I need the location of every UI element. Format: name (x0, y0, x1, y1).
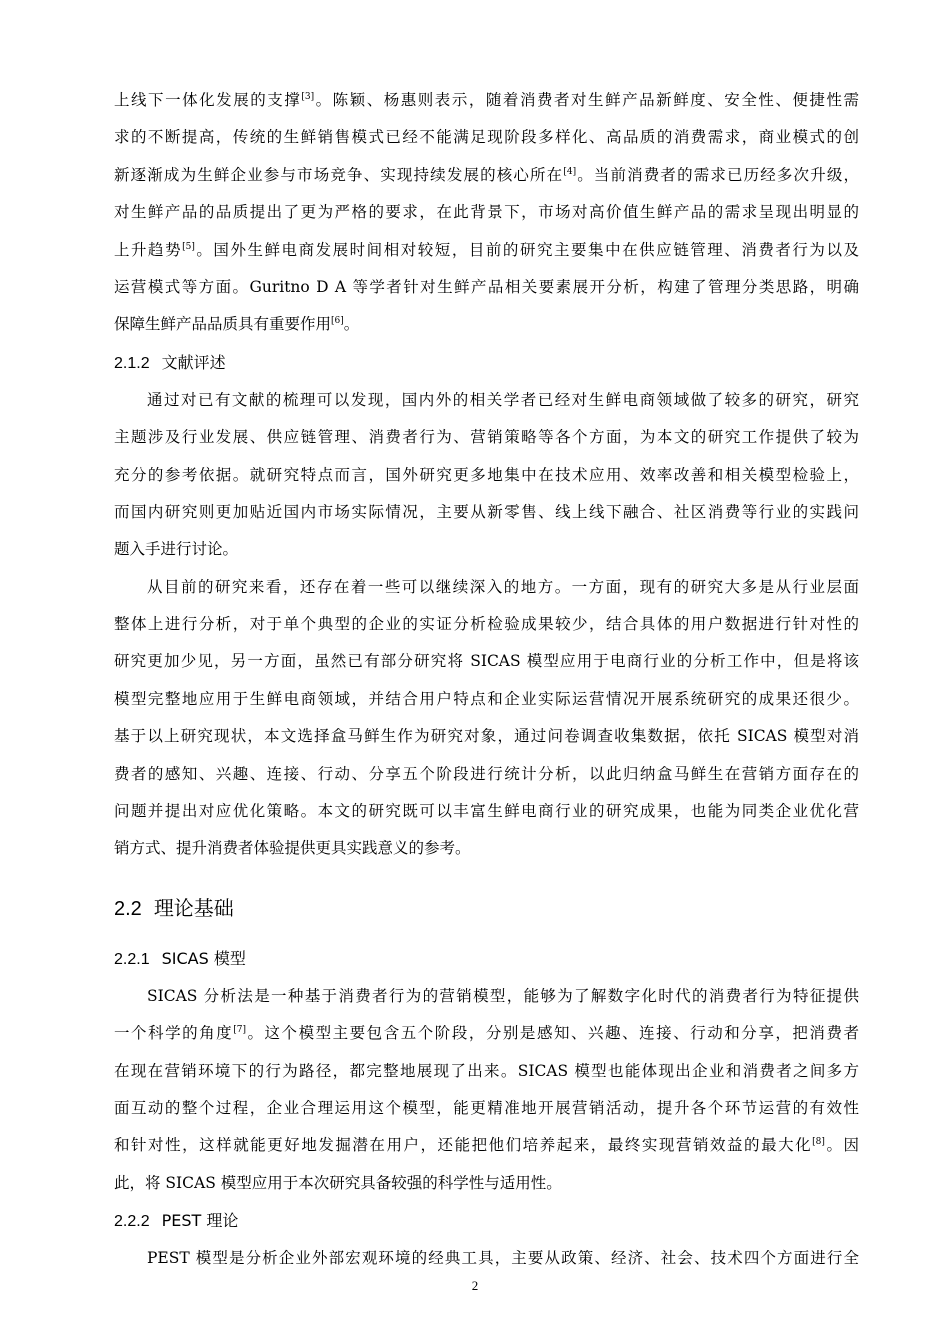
text-line: 问题并提出对应优化策略。本文的研究既可以丰富生鲜电商行业的研究成果，也能为同类企业优化营 (114, 802, 859, 821)
text-run: 一个科学的角度 (114, 1024, 234, 1043)
section-title: 文献评述 (161, 352, 226, 372)
paragraph-literature-review-1 (114, 382, 859, 569)
text-line: 费者的感知、兴趣、连接、行动、分享五个阶段进行统计分析，以此归纳盒马鲜生在营销方面存在的 (114, 764, 859, 783)
text-run: 和针对性，这样就能更好地发掘潜在用户，还能把他们培养起来，最终实现营销效益的最大化 (114, 1136, 813, 1155)
text-line (114, 1127, 859, 1164)
text-line: SICAS 分析法是一种基于消费者行为的营销模型，能够为了解数字化时代的消费者行为特征提供 (147, 986, 859, 1005)
text-line (114, 157, 859, 194)
text-line: 题入手进行讨论。 (114, 540, 239, 559)
section-title: PEST 理论 (161, 1211, 239, 1231)
paragraph-intro-continued (114, 82, 859, 344)
text-line (114, 306, 859, 343)
section-heading-2-2 (114, 888, 859, 928)
text-run: 。这个模型主要包含五个阶段，分别是感知、兴趣、连接、行动和分享，把消费者 (245, 1024, 859, 1043)
section-heading-2-2-1 (114, 940, 859, 978)
citation-ref: [4] (563, 166, 577, 177)
text-line: 基于以上研究现状，本文选择盒马鲜生作为研究对象，通过问卷调查收集数据，依托 SICAS 模型对消 (114, 727, 859, 746)
text-line: 充分的参考依据。就研究特点而言，国外研究更多地集中在技术应用、效率改善和相关模型检验上， (114, 465, 859, 484)
text-line: 通过对已有文献的梳理可以发现，国内外的相关学者已经对生鲜电商领域做了较多的研究，研究 (147, 390, 859, 409)
text-line: 从目前的研究来看，还存在着一些可以继续深入的地方。一方面，现有的研究大多是从行业层面 (147, 577, 859, 596)
text-line: 研究更加少见，另一方面，虽然已有部分研究将 SICAS 模型应用于电商行业的分析工作中，但是将该 (114, 652, 859, 671)
text-line: 运营模式等方面。Guritno D A 等学者针对生鲜产品相关要素展开分析，构建了管理分类思路，明确 (114, 277, 859, 296)
text-run: 。当前消费者的需求已历经多次升级， (576, 165, 859, 184)
text-line (114, 82, 859, 119)
text-run: 。 (343, 315, 360, 334)
citation-ref: [5] (182, 241, 195, 252)
citation-ref: [8] (812, 1137, 825, 1148)
page-body (114, 82, 859, 1278)
citation-ref: [7] (233, 1025, 246, 1036)
text-line: 销方式、提升消费者体验提供更具实践意义的参考。 (114, 839, 471, 858)
text-line: 求的不断提高，传统的生鲜销售模式已经不能满足现阶段多样化、高品质的消费需求，商业模式的创 (114, 128, 859, 147)
text-line: PEST 模型是分析企业外部宏观环境的经典工具，主要从政策、经济、社会、技术四个方面进行全 (147, 1249, 859, 1268)
text-run: 上线下一体化发展的支撑 (114, 91, 302, 109)
text-line: 在现在营销环境下的行为路径，都完整地展现了出来。SICAS 模型也能体现出企业和消费者之间多方 (114, 1061, 859, 1080)
page-number: 2 (471, 1278, 479, 1293)
text-line (114, 232, 859, 269)
text-line: 面互动的整个过程，企业合理运用这个模型，能更精准地开展营销活动，提升各个环节运营的有效性 (114, 1098, 859, 1117)
text-line (114, 1015, 859, 1052)
text-run: 。陈颖、杨惠则表示，随着消费者对生鲜产品新鲜度、安全性、便捷性需 (314, 91, 859, 109)
citation-ref: [3] (301, 91, 315, 102)
section-number: 2.2 (114, 897, 142, 920)
text-run: 上升趋势 (114, 240, 183, 259)
text-line: 主题涉及行业发展、供应链管理、消费者行为、营销策略等各个方面，为本文的研究工作提供了较为 (114, 428, 859, 447)
section-title: 理论基础 (153, 895, 234, 920)
section-heading-2-1-2 (114, 344, 859, 382)
paragraph-literature-review-2 (114, 569, 859, 868)
section-title: SICAS 模型 (161, 948, 246, 968)
citation-ref: [6] (331, 316, 344, 327)
text-run: 保障生鲜产品品质具有重要作用 (114, 315, 332, 334)
text-line: 而国内研究则更加贴近国内市场实际情况，主要从新零售、线上线下融合、社区消费等行业的实践问 (114, 502, 859, 521)
paragraph-sicas-model (114, 978, 859, 1202)
section-heading-2-2-2 (114, 1202, 859, 1240)
section-number: 2.2.2 (114, 1213, 150, 1231)
text-run: 。国外生鲜电商发展时间相对较短，目前的研究主要集中在供应链管理、消费者行为以及 (194, 240, 859, 259)
text-line: 模型完整地应用于生鲜电商领域，并结合用户特点和企业实际运营情况开展系统研究的成果还很少。 (114, 689, 859, 708)
text-line: 对生鲜产品的品质提出了更为严格的要求，在此背景下，市场对高价值生鲜产品的需求呈现出明显的 (114, 203, 859, 222)
text-line: 此，将 SICAS 模型应用于本次研究具备较强的科学性与适用性。 (114, 1173, 562, 1192)
text-line: 整体上进行分析，对于单个典型的企业的实证分析检验成果较少，结合具体的用户数据进行针对性的 (114, 615, 859, 634)
section-number: 2.2.1 (114, 950, 150, 968)
paragraph-pest-theory (114, 1240, 859, 1277)
text-run: 。因 (824, 1136, 859, 1155)
section-number: 2.1.2 (114, 354, 150, 372)
text-run: 新逐渐成为生鲜企业参与市场竞争、实现持续发展的核心所在 (114, 165, 564, 184)
